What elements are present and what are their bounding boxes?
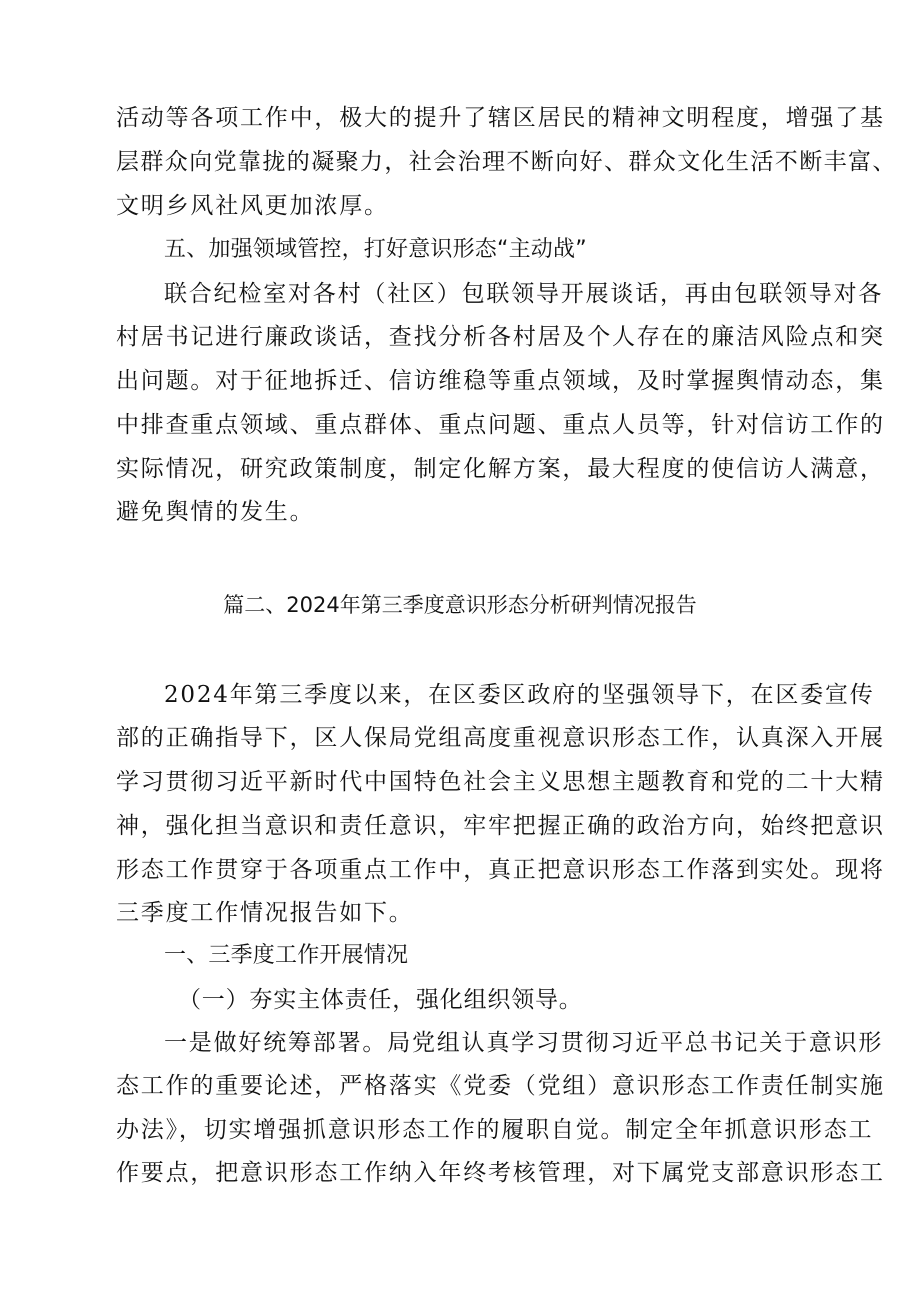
paragraph-line: 学习贯彻习近平新时代中国特色社会主义思想主题教育和党的二十大精	[116, 769, 885, 795]
section-one-heading: 一、三季度工作开展情况	[164, 943, 409, 968]
paragraph-line: 三季度工作情况报告如下。	[116, 900, 414, 926]
paragraph-line: 神，强化担当意识和责任意识，牢牢把握正确的政治方向，始终把意识	[116, 813, 885, 839]
paragraph-line: 办法》，切实增强抓意识形态工作的履职自觉。制定全年抓意识形态工	[116, 1117, 874, 1143]
paragraph-line: 中排查重点领域、重点群体、重点问题、重点人员等，针对信访工作的	[116, 412, 885, 438]
paragraph-line: 2024年第三季度以来，在区委区政府的坚强领导下，在区委宣传	[164, 682, 875, 708]
report-title: 篇二、2024年第三季度意识形态分析研判情况报告	[223, 593, 697, 617]
section-five-heading: 五、加强领域管控，打好意识形态“主动战”	[164, 237, 587, 262]
paragraph-line: 联合纪检室对各村（社区）包联领导开展谈话，再由包联领导对各	[164, 281, 884, 307]
paragraph-line: 避免舆情的发生。	[116, 499, 315, 525]
paragraph-line: 一是做好统筹部署。局党组认真学习贯彻习近平总书记关于意识形	[164, 1030, 884, 1056]
paragraph-line: 形态工作贯穿于各项重点工作中，真正把意识形态工作落到实处。现将	[116, 857, 885, 883]
subsection-one-heading: （一）夯实主体责任，强化组织领导。	[178, 987, 583, 1013]
paragraph-line: 活动等各项工作中，极大的提升了辖区居民的精神文明程度，增强了基	[116, 105, 885, 131]
paragraph-line: 态工作的重要论述，严格落实《党委（党组）意识形态工作责任制实施	[116, 1073, 885, 1099]
paragraph-line: 出问题。对于征地拆迁、信访维稳等重点领域，及时掌握舆情动态，集	[116, 368, 885, 394]
paragraph-line: 村居书记进行廉政谈话，查找分析各村居及个人存在的廉洁风险点和突	[116, 324, 885, 350]
paragraph-line: 部的正确指导下，区人保局党组高度重视意识形态工作，认真深入开展	[116, 725, 885, 751]
paragraph-line: 作要点，把意识形态工作纳入年终考核管理，对下属党支部意识形态工	[116, 1160, 885, 1186]
paragraph-line: 文明乡风社风更加浓厚。	[116, 193, 389, 219]
paragraph-line: 层群众向党靠拢的凝聚力，社会治理不断向好、群众文化生活不断丰富、	[116, 149, 897, 175]
paragraph-line: 实际情况，研究政策制度，制定化解方案，最大程度的使信访人满意，	[116, 456, 885, 482]
